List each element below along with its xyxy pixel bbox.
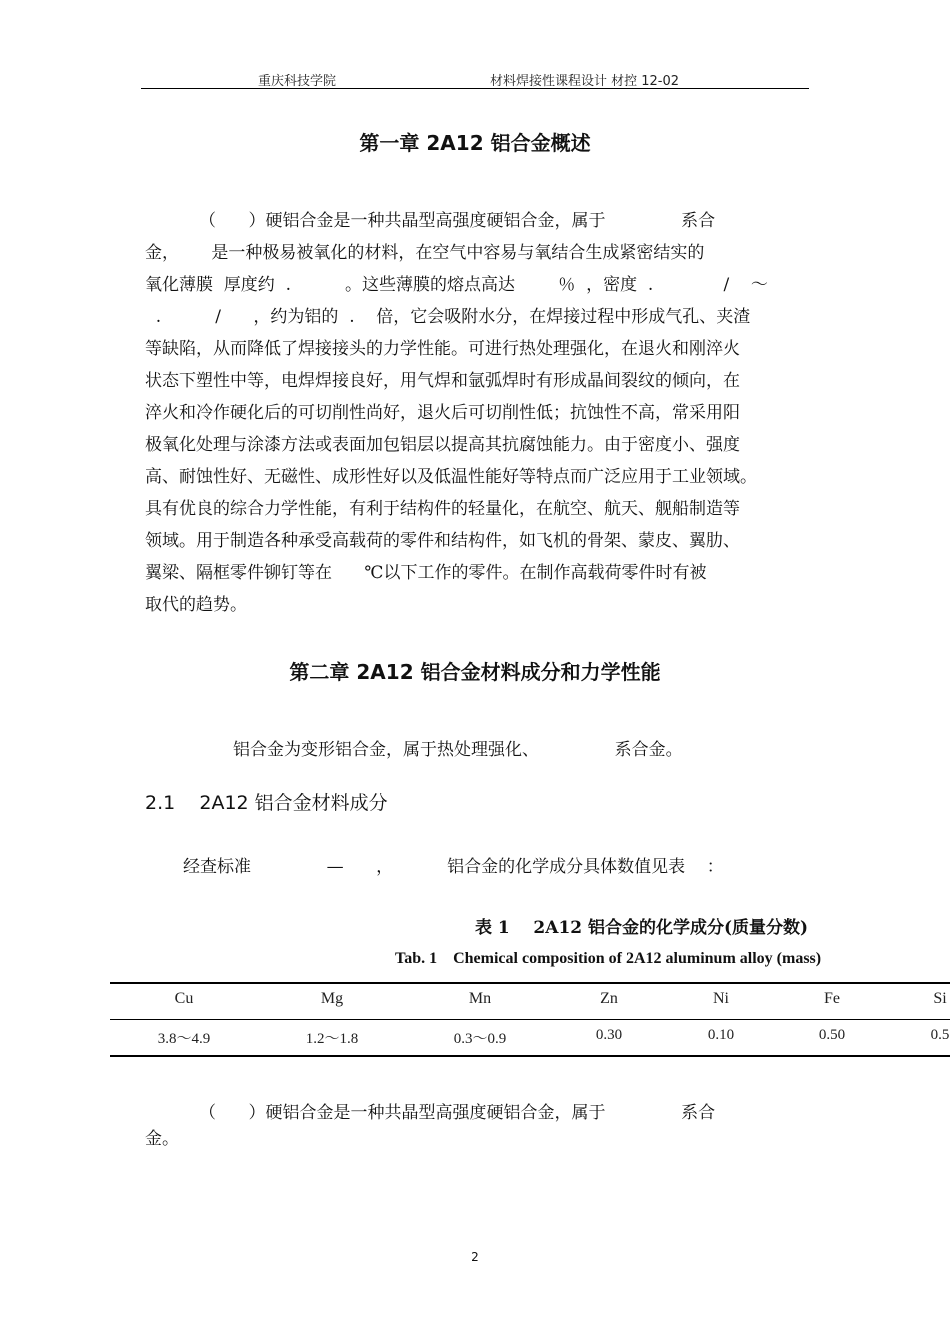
chapter1-line: 高、耐蚀性好、无磁性、成形性好以及低温性能好等特点而广泛应用于工业领域。: [145, 467, 757, 487]
after-table-line: （ ）硬铝合金是一种共晶型高强度硬铝合金，属于 系合: [145, 1103, 716, 1123]
table-value-cell: 0.5: [930, 1027, 950, 1043]
table-header-cell: Fe: [824, 990, 840, 1007]
table-caption-en: Tab. 1 Chemical composition of 2A12 aluminum alloy (mass): [395, 950, 822, 967]
table-header-cell: Mg: [320, 990, 344, 1007]
chapter1-line: 状态下塑性中等，电焊焊接良好，用气焊和氩弧焊时有形成晶间裂纹的倾向，在: [145, 371, 740, 391]
chapter1-line: 翼梁、隔框零件铆钉等在 ℃以下工作的零件。在制作高载荷零件时有被: [145, 563, 707, 583]
chapter1-line: . / ，约为铝的 . 倍，它会吸附水分，在焊接过程中形成气孔、夹渣: [145, 307, 751, 327]
table-header-cell: Ni: [713, 990, 729, 1007]
table-header-cell: Zn: [600, 990, 618, 1007]
table-value-cell: 0.3～0.9: [453, 1031, 507, 1047]
after-table-line: 金。: [145, 1129, 179, 1149]
chapter1-line: 淬火和冷作硬化后的可切削性尚好，退火后可切削性低；抗蚀性不高，常采用阳: [145, 403, 740, 423]
chapter1-line: 极氧化处理与涂漆方法或表面加包铝层以提高其抗腐蚀能力。由于密度小、强度: [145, 435, 740, 455]
table-mid-rule: [110, 1019, 950, 1020]
page-header-right: 材料焊接性课程设计 材控 12-02: [490, 74, 680, 89]
table-caption-cn: 表 1 2A12 铝合金的化学成分(质量分数): [475, 918, 809, 938]
section-text: 经查标准 — ， 铝合金的化学成分具体数值见表 ：: [183, 857, 724, 877]
chapter1-line: 金， 是一种极易被氧化的材料，在空气中容易与氧结合生成紧密结实的: [145, 243, 705, 263]
table-value-cell: 0.50: [818, 1027, 846, 1043]
page-header-left: 重庆科技学院: [258, 74, 337, 89]
table-header-cell: Si: [933, 990, 947, 1007]
chapter1-title: 第一章 2A12 铝合金概述: [359, 131, 591, 155]
table-header-cell: Mn: [468, 990, 492, 1007]
table-value-cell: 0.30: [595, 1027, 623, 1043]
table-header-cell: Cu: [174, 990, 194, 1007]
chapter1-line: 等缺陷，从而降低了焊接接头的力学性能。可进行热处理强化，在退火和刚淬火: [145, 339, 740, 359]
table-bottom-rule: [110, 1055, 950, 1057]
chapter2-intro: 铝合金为变形铝合金，属于热处理强化、 系合金。: [233, 740, 683, 760]
table-value-cell: 3.8～4.9: [157, 1031, 211, 1047]
table-value-cell: 1.2～1.8: [305, 1031, 359, 1047]
table-value-cell: 0.10: [707, 1027, 735, 1043]
table-top-rule: [110, 982, 950, 984]
chapter1-line: 氧化薄膜 厚度约 . 。这些薄膜的熔点高达 ％ ，密度 . / ～: [145, 275, 768, 295]
section-title: 2.1 2A12 铝合金材料成分: [145, 792, 388, 814]
chapter1-line: 具有优良的综合力学性能，有利于结构件的轻量化，在航空、航天、舰船制造等: [145, 499, 740, 519]
chapter2-title: 第二章 2A12 铝合金材料成分和力学性能: [289, 660, 661, 684]
chapter1-line: 领域。用于制造各种承受高载荷的零件和结构件，如飞机的骨架、蒙皮、翼肋、: [145, 531, 740, 551]
page-number: 2: [471, 1250, 479, 1264]
header-rule: [141, 88, 809, 89]
chapter1-line: 取代的趋势。: [145, 595, 247, 615]
chapter1-line: （ ）硬铝合金是一种共晶型高强度硬铝合金，属于 系合: [145, 211, 716, 231]
